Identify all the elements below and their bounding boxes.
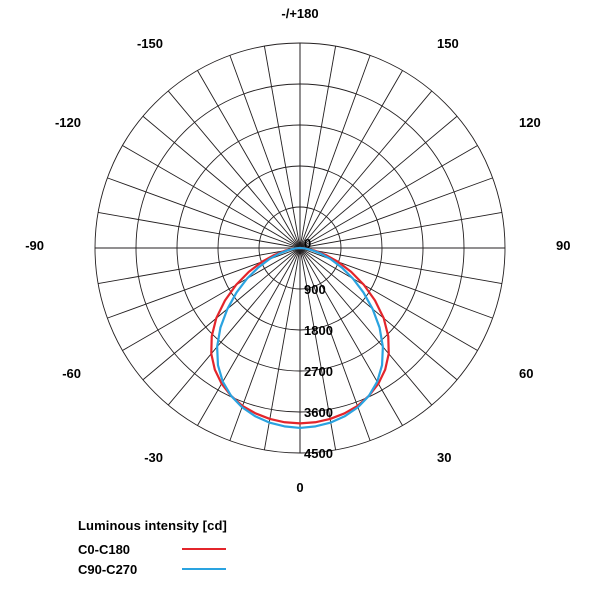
svg-text:2700: 2700 — [304, 364, 333, 379]
legend-item-c0-c180 — [78, 539, 478, 559]
svg-text:-30: -30 — [144, 450, 163, 465]
svg-text:-120: -120 — [54, 115, 81, 130]
legend-label-c90-c270: C90-C270 — [78, 561, 138, 577]
svg-text:3600: 3600 — [304, 405, 333, 420]
svg-text:0: 0 — [304, 236, 312, 251]
svg-text:4500: 4500 — [304, 446, 333, 461]
legend-swatch-c90-c270 — [182, 568, 226, 570]
svg-text:30: 30 — [437, 450, 452, 465]
svg-text:60: 60 — [519, 366, 534, 381]
legend-title: Luminous intensity [cd] — [78, 518, 227, 533]
svg-text:1800: 1800 — [304, 323, 333, 338]
svg-text:-/+180: -/+180 — [281, 6, 319, 21]
svg-text:-150: -150 — [136, 36, 163, 51]
svg-text:-60: -60 — [62, 366, 81, 381]
svg-text:-90: -90 — [25, 238, 44, 253]
legend-swatch-c0-c180 — [182, 548, 226, 550]
svg-text:900: 900 — [304, 282, 326, 297]
svg-text:0: 0 — [296, 480, 304, 495]
svg-text:120: 120 — [519, 115, 541, 130]
svg-text:150: 150 — [437, 36, 459, 51]
legend-label-c0-c180: C0-C180 — [78, 541, 131, 557]
legend-item-c90-c270 — [78, 559, 478, 579]
chart-legend — [78, 518, 478, 579]
svg-text:90: 90 — [556, 238, 571, 253]
